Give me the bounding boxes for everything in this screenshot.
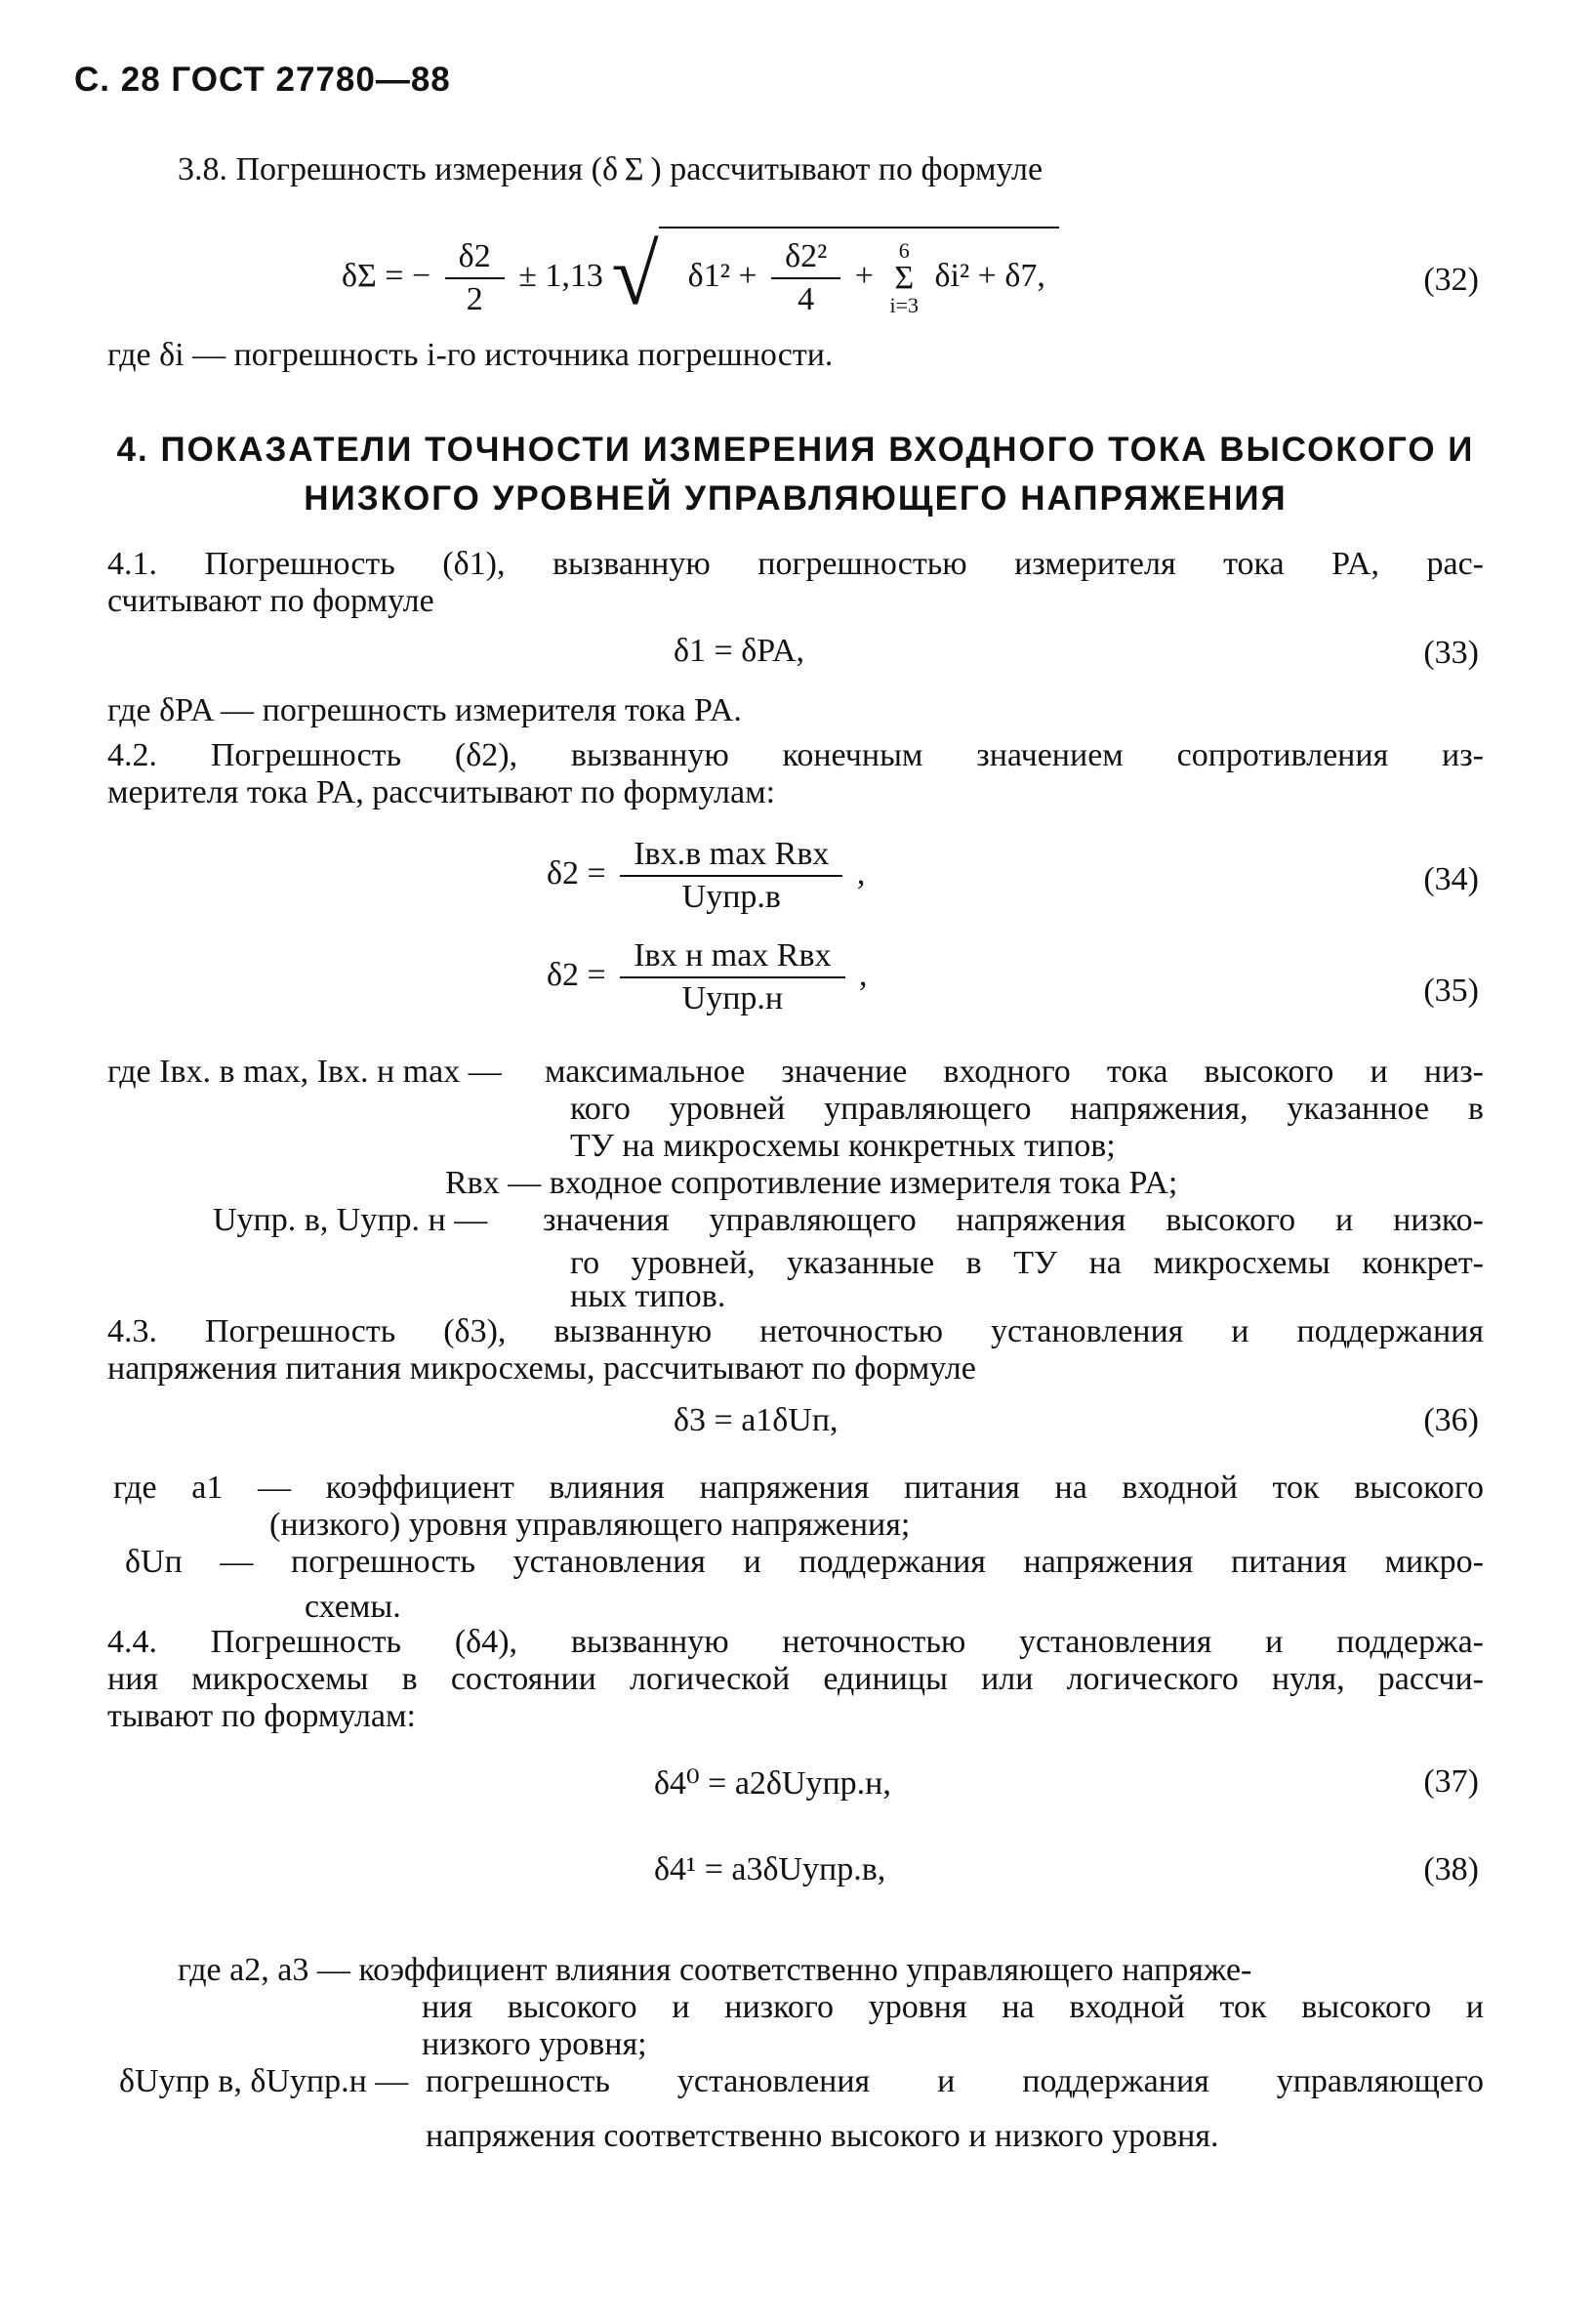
- sum-symbol: [889, 240, 919, 316]
- formula-32-fraction: [445, 238, 505, 318]
- formula-32-radicand: [659, 227, 1059, 318]
- formula-32-number: (32): [1423, 262, 1479, 298]
- sqrt-sign-icon: √: [611, 228, 659, 323]
- where-34-label: где Iвх. в max, Iвх. н max —: [107, 1054, 502, 1090]
- formula-32-term1: δ1² +: [687, 257, 757, 294]
- formula-32: [342, 227, 1059, 323]
- where-37-line5: напряжения соответственно высокого и низкого уровня.: [426, 2118, 1219, 2154]
- formula-36: δ3 = a1δUп,: [674, 1402, 839, 1438]
- formula-37: δ4⁰ = a2δUупр.н,: [654, 1765, 891, 1802]
- formula-36-number: (36): [1423, 1402, 1479, 1438]
- where-33: где δPA — погрешность измерителя тока PA.: [107, 692, 742, 728]
- where-34-line5: значения управляющего напряжения высокого и низко-: [543, 1202, 1484, 1238]
- where-37-label2: δUупр в, δUупр.н —: [119, 2063, 409, 2099]
- formula-34-number: (34): [1423, 861, 1479, 897]
- where-34-line7: ных типов.: [570, 1278, 726, 1314]
- formula-34-den: Uупр.в: [681, 879, 781, 915]
- sigma-icon: Σ: [894, 260, 915, 296]
- sum-top: 6: [898, 238, 910, 263]
- where-34-label2: Uупр. в, Uупр. н —: [213, 1202, 488, 1238]
- where-34-line6: го уровней, указанные в ТУ на микросхемы конкрет-: [570, 1245, 1484, 1281]
- p41-line1: 4.1. Погрешность (δ1), вызванную погрешностью измерителя тока PA, рас-: [107, 546, 1484, 582]
- formula-32-frac-den: 2: [466, 281, 483, 317]
- where-37-line1: где a2, a3 — коэффициент влияния соответственно управляющего напряже-: [178, 1952, 1252, 1988]
- section-4-title: 4. ПОКАЗАТЕЛИ ТОЧНОСТИ ИЗМЕРЕНИЯ ВХОДНОГО ТОКА ВЫСОКОГО И НИЗКОГО УРОВНЕЙ УПРАВЛЯЮЩЕГО НАПРЯЖЕНИЯ: [116, 431, 1475, 518]
- where-34-line1: максимальное значение входного тока высокого и низ-: [545, 1054, 1484, 1090]
- formula-32-plus: +: [854, 257, 874, 294]
- formula-32-lhs: δΣ = −: [342, 257, 431, 294]
- where-36-line3: δUп — погрешность установления и поддержания напряжения питания микро-: [125, 1544, 1484, 1580]
- where-37-line2: ния высокого и низкого уровня на входной ток высокого и: [422, 1989, 1484, 2025]
- formula-32-tail: δi² + δ7,: [934, 257, 1045, 294]
- formula-34-fraction: [620, 836, 842, 916]
- p43-line2: напряжения питания микросхемы, рассчитывают по формуле: [107, 1350, 976, 1387]
- formula-32-frac-num: δ2: [445, 238, 505, 279]
- where-37-line3: низкого уровня;: [422, 2026, 647, 2062]
- p44-line2: ния микросхемы в состоянии логической единицы или логического нуля, рассчи-: [107, 1661, 1484, 1697]
- formula-34-num: Iвх.в max Rвх: [620, 836, 842, 877]
- p42-line1: 4.2. Погрешность (δ2), вызванную конечным значением сопротивления из-: [107, 737, 1484, 773]
- formula-33: δ1 = δPA,: [674, 633, 805, 669]
- formula-38-number: (38): [1423, 1851, 1479, 1887]
- formula-32-term2: [771, 238, 840, 318]
- formula-34: [547, 836, 865, 916]
- formula-38: δ4¹ = a3δUупр.в,: [654, 1851, 886, 1887]
- formula-35-number: (35): [1423, 973, 1479, 1009]
- where-34-line3: ТУ на микросхемы конкретных типов;: [570, 1128, 1116, 1164]
- where-34-line4: Rвх — входное сопротивление измерителя тока PA;: [445, 1165, 1178, 1201]
- where-36-line2: (низкого) уровня управляющего напряжения;: [269, 1507, 911, 1543]
- where-37-line4: погрешность установления и поддержания управляющего: [426, 2063, 1484, 2099]
- where-32: где δi — погрешность i-го источника погрешности.: [107, 337, 834, 373]
- p41-line2: считывают по формуле: [107, 583, 434, 619]
- where-37-label: [178, 1953, 1251, 1988]
- formula-37-number: (37): [1423, 1763, 1479, 1800]
- formula-35-fraction: [620, 937, 844, 1017]
- p44-line3: тывают по формулам:: [107, 1698, 416, 1734]
- formula-34-lhs: δ2 =: [547, 854, 606, 891]
- formula-35-den: Uупр.н: [681, 980, 784, 1016]
- formula-33-number: (33): [1423, 635, 1479, 671]
- formula-34-comma: ,: [856, 854, 866, 891]
- where-36-line4: схемы.: [305, 1589, 401, 1625]
- where-36-line1: где a1 — коэффициент влияния напряжения питания на входной ток высокого: [113, 1470, 1484, 1506]
- formula-35-comma: ,: [859, 956, 868, 993]
- p44-line1: 4.4. Погрешность (δ4), вызванную неточностью установления и поддержа-: [107, 1624, 1484, 1660]
- p43-line1: 4.3. Погрешность (δ3), вызванную неточностью установления и поддержания: [107, 1313, 1484, 1349]
- where-34-line2: кого уровней управляющего напряжения, указанное в: [570, 1091, 1484, 1127]
- sum-bottom: i=3: [889, 293, 919, 317]
- formula-35-lhs: δ2 =: [547, 956, 606, 993]
- formula-32-term2-den: 4: [798, 281, 815, 317]
- formula-32-term2-num: δ2²: [771, 238, 840, 279]
- formula-32-coef: ± 1,13: [518, 257, 603, 294]
- formula-35-num: Iвх н max Rвх: [620, 937, 844, 978]
- formula-35: [547, 937, 868, 1017]
- p42-line2: мерителя тока PA, рассчитывают по формулам:: [107, 774, 776, 810]
- page-header: С. 28 ГОСТ 27780—88: [74, 61, 451, 99]
- paragraph-3-8: 3.8. Погрешность измерения (δ Σ ) рассчитывают по формуле: [178, 151, 1044, 187]
